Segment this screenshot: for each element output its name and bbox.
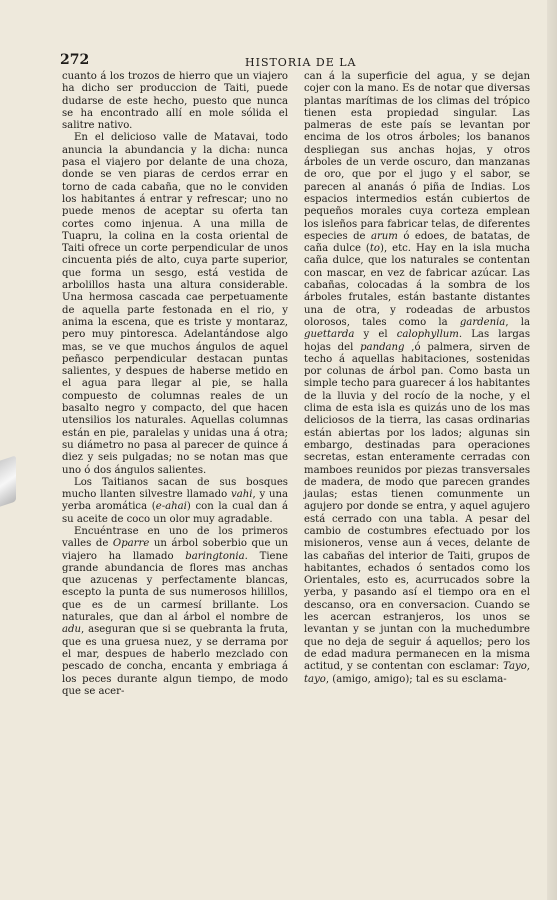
paragraph: Encuéntrase en uno de los primeros valles de Oparre un árbol soberbio que un viajero ha llamado baringtonia. Tiene grande abundancia de flores mas anchas que azucenas y perfectamente blancas, escepto la punta de sus numerosos hilillos, que es de un carmesí brillante. Los naturales, que dan al árbol el nombre de adu, aseguran que si se quebranta la fruta, que es una gruesa nuez, y se derrama por el mar, despues de haberlo mezclado con pescado de concha, encanta y embriaga á los peces durante algun tiempo, de modo que se acer- (62, 525, 289, 697)
page-edge (547, 0, 557, 900)
paragraph: can á la superficie del agua, y se dejan cojer con la mano. Es de notar que diversas plantas marítimas de los climas del trópico tienen esta propiedad singular. Las palmeras de este país se levantan por encima de los otros árboles; los bananos despliegan sus anchas hojas, y otros árboles de un verde oscuro, dan manzanas de oro, que por el jugo y el sabor, se parecen al ananás ó piña de Indias. Los espacios intermedios están cubiertos de pequeños morales cuya corteza emplean los isleños para fabricar telas, de diferentes especies de arum ó edoes, de batatas, de caña dulce (to), etc. Hay en la isla mucha caña dulce, que los naturales se contentan con mascar, en vez de fabricar azúcar. Las cabañas, colocadas á la sombra de los árboles frutales, están bastante distantes una de otra, y rodeadas de arbustos olorosos, tales como la gardenia, la guettarda y el calophyllum. Las largas hojas del pandang ,ó palmera, sirven de techo á aquellas habitaciones, sostenidas por colunas de árbol pan. Como basta un simple techo para guarecer á los habitantes de la lluvia y del rocío de la noche, y el clima de esta isla es quizás uno de los mas deliciosos de la tierra, las casas ordinarias están abiertas por los lados; algunas sin embargo, destinadas para operaciones secretas, estan enteramente cerradas con mamboes reunidos por piezas transversales de madera, de modo que parecen grandes jaulas; estas tienen comunmente un agujero por donde se entra, y aquel agujero está cerrado con una tabla. A pesar del cambio de costumbres efectuado por los misioneros, vense aun á veces, delante de las cabañas del interior de Taiti, grupos de habitantes, echados ó sentados como los Orientales, esto es, acurrucados sobre la yerba, y pasando así el tiempo ora en el descanso, ora en conversacion. Cuando se les acercan estranjeros, los unos se levantan y se juntan con la muchedumbre que no deja de seguir á aquellos; pero los de edad madura permanecen en la misma actitud, y se contentan con esclamar: Tayo, tayo, (amigo, amigo); tal es su esclama- (304, 71, 531, 685)
bookmark-ribbon (0, 455, 16, 506)
running-head: HISTORIA DE LA (245, 56, 357, 69)
paragraph: cuanto á los trozos de hierro que un viajero ha dicho ser produccion de Taiti, puede dudarse de este hecho, puesto que nunca se ha encontrado allí en mole sólida el salitre nativo. (62, 71, 288, 132)
left-column (62, 71, 288, 698)
right-column (304, 71, 530, 686)
paragraph: En el delicioso valle de Matavai, todo anuncia la abundancia y la dicha: nunca pasa el viajero por delante de una choza, donde se ven piaras de cerdos errar en torno de cada cabaña, que no le conviden los habitantes á entrar y refrescar; uno no puede menos de aceptar su oferta tan cortes como injenua. A una milla de Tuapru, la colina en la costa oriental de Taiti ofrece un corte perpendicular de unos cincuenta piés de alto, cuya parte superior, que forma un sesgo, está vestida de arbolillos hasta una altura considerable. Una hermosa cascada cae perpetuamente de aquella parte festonada en el rio, y anima la escena, que es triste y montaraz, pero muy pintoresca. Adelantándose algo mas, se ve que muchos ángulos de aquel peñasco perpendicular destacan puntas salientes, y despues de haberse metido en el agua para llegar al pie, se halla compuesto de columnas reales de un basalto negro y compacto, del que hacen utensilios los naturales. Aquellas columnas están en pie, paralelas y unidas una á otra; su diámetro no pasa al parecer de quince á diez y seis pulgadas; no se notan mas que uno ó dos ángulos salientes. (62, 132, 288, 476)
page-number: 272 (60, 52, 90, 68)
paragraph: Los Taitianos sacan de sus bosques mucho llanten silvestre llamado vahi, y una yerba aromática (e-ahai) con la cual dan á su aceite de coco un olor muy agradable. (62, 476, 288, 525)
page-header (60, 52, 530, 72)
